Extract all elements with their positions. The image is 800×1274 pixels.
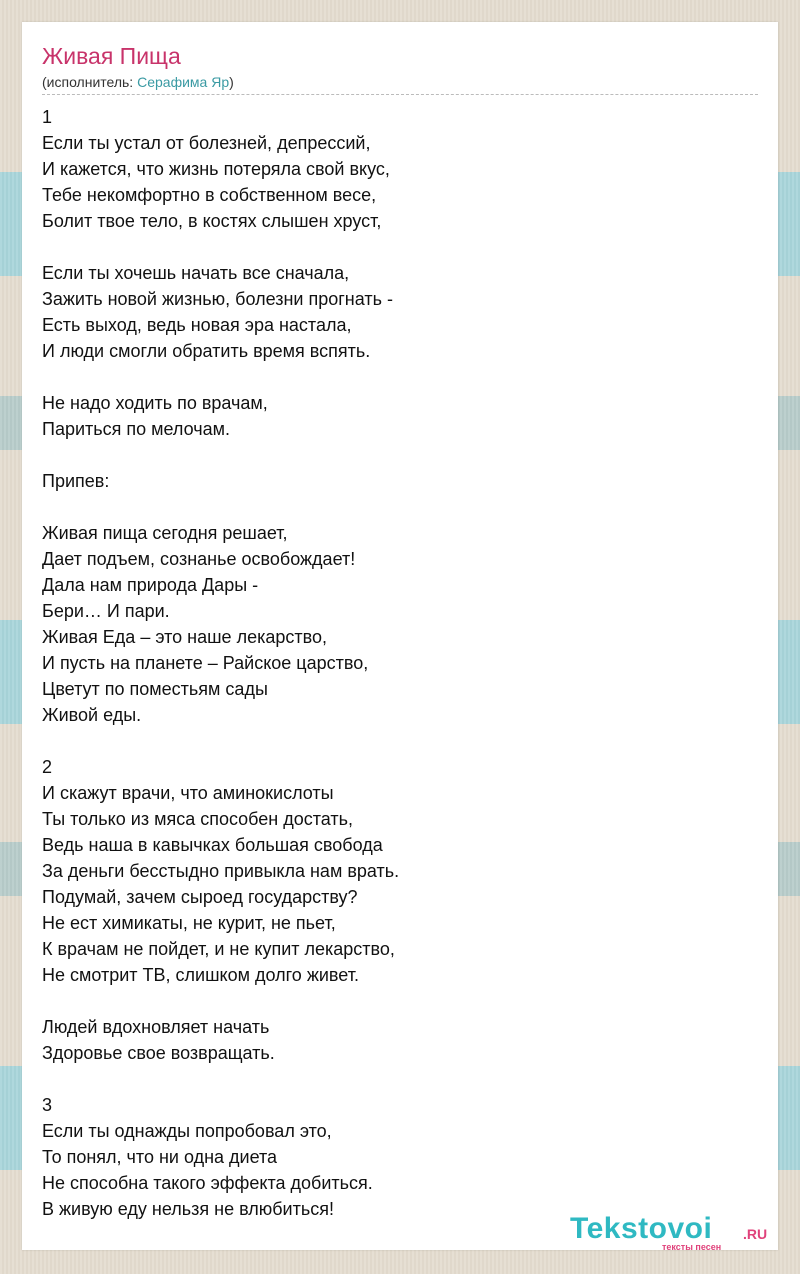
lyric-line: Ты только из мяса способен достать, — [42, 809, 354, 829]
lyric-line: Не способна такого эффекта добиться. — [42, 1173, 373, 1193]
logo-wordmark: Tekstovoi — [570, 1212, 713, 1245]
lyric-line: Дала нам природа Дары - — [42, 575, 259, 595]
lyric-blank-line — [42, 364, 758, 390]
lyric-line: Есть выход, ведь новая эра настала, — [42, 315, 352, 335]
lyric-line: 2 — [42, 757, 53, 777]
lyric-line: Живой еды. — [42, 705, 142, 725]
lyric-line: Если ты устал от болезней, депрессий, — [42, 133, 371, 153]
lyric-line: Людей вдохновляет начать — [42, 1017, 270, 1037]
performer-suffix: ) — [229, 74, 234, 90]
lyric-line: Припев: — [42, 471, 110, 491]
lyric-line: Ведь наша в кавычках большая свобода — [42, 835, 383, 855]
lyrics-card — [22, 22, 778, 1250]
song-title: Живая Пища — [42, 43, 181, 69]
lyric-blank-line — [42, 234, 758, 260]
lyric-line: Цветут по поместьям сады — [42, 679, 268, 699]
lyric-line: Не смотрит ТВ, слишком долго живет. — [42, 965, 359, 985]
lyric-line: И скажут врачи, что аминокислоты — [42, 783, 334, 803]
lyric-line: За деньги бесстыдно привыкла нам врать. — [42, 861, 400, 881]
lyric-line: Не ест химикаты, не курит, не пьет, — [42, 913, 336, 933]
lyric-line: В живую еду нельзя не влюбиться! — [42, 1199, 334, 1219]
lyric-line: Париться по мелочам. — [42, 419, 231, 439]
lyric-line: И кажется, что жизнь потеряла свой вкус, — [42, 159, 390, 179]
site-logo[interactable] — [570, 1212, 775, 1252]
logo-domain: .RU — [743, 1226, 768, 1242]
lyric-line: Дает подъем, сознанье освобождает! — [42, 549, 356, 569]
lyric-line: Подумай, зачем сыроед государству? — [42, 887, 358, 907]
lyric-line: И люди смогли обратить время вспять. — [42, 341, 371, 361]
lyric-line: Тебе некомфортно в собственном весе, — [42, 185, 377, 205]
lyric-blank-line — [42, 1066, 758, 1092]
lyric-blank-line — [42, 494, 758, 520]
title-divider — [42, 94, 758, 95]
lyric-line: Если ты однажды попробовал это, — [42, 1121, 332, 1141]
lyric-line: Живая Еда – это наше лекарство, — [42, 627, 327, 647]
lyric-line: Здоровье свое возвращать. — [42, 1043, 275, 1063]
lyrics-text — [42, 104, 758, 1222]
lyric-line: То понял, что ни одна диета — [42, 1147, 278, 1167]
lyric-blank-line — [42, 988, 758, 1014]
lyric-line: Бери… И пари. — [42, 601, 170, 621]
lyric-line: Не надо ходить по врачам, — [42, 393, 268, 413]
lyric-line: Живая пища сегодня решает, — [42, 523, 288, 543]
lyric-line: Зажить новой жизнью, болезни прогнать - — [42, 289, 393, 309]
lyric-line: И пусть на планете – Райское царство, — [42, 653, 369, 673]
lyric-line: Болит твое тело, в костях слышен хруст, — [42, 211, 382, 231]
lyric-line: 1 — [42, 107, 53, 127]
performer-line — [42, 73, 234, 91]
performer-prefix: (исполнитель: — [42, 74, 138, 90]
performer-link[interactable]: Серафима Яр — [137, 74, 230, 90]
lyric-line: 3 — [42, 1095, 53, 1115]
lyric-line: Если ты хочешь начать все сначала, — [42, 263, 350, 283]
lyric-line: К врачам не пойдет, и не купит лекарство, — [42, 939, 395, 959]
lyric-blank-line — [42, 728, 758, 754]
lyric-blank-line — [42, 442, 758, 468]
logo-tagline: тексты песен — [662, 1242, 722, 1252]
